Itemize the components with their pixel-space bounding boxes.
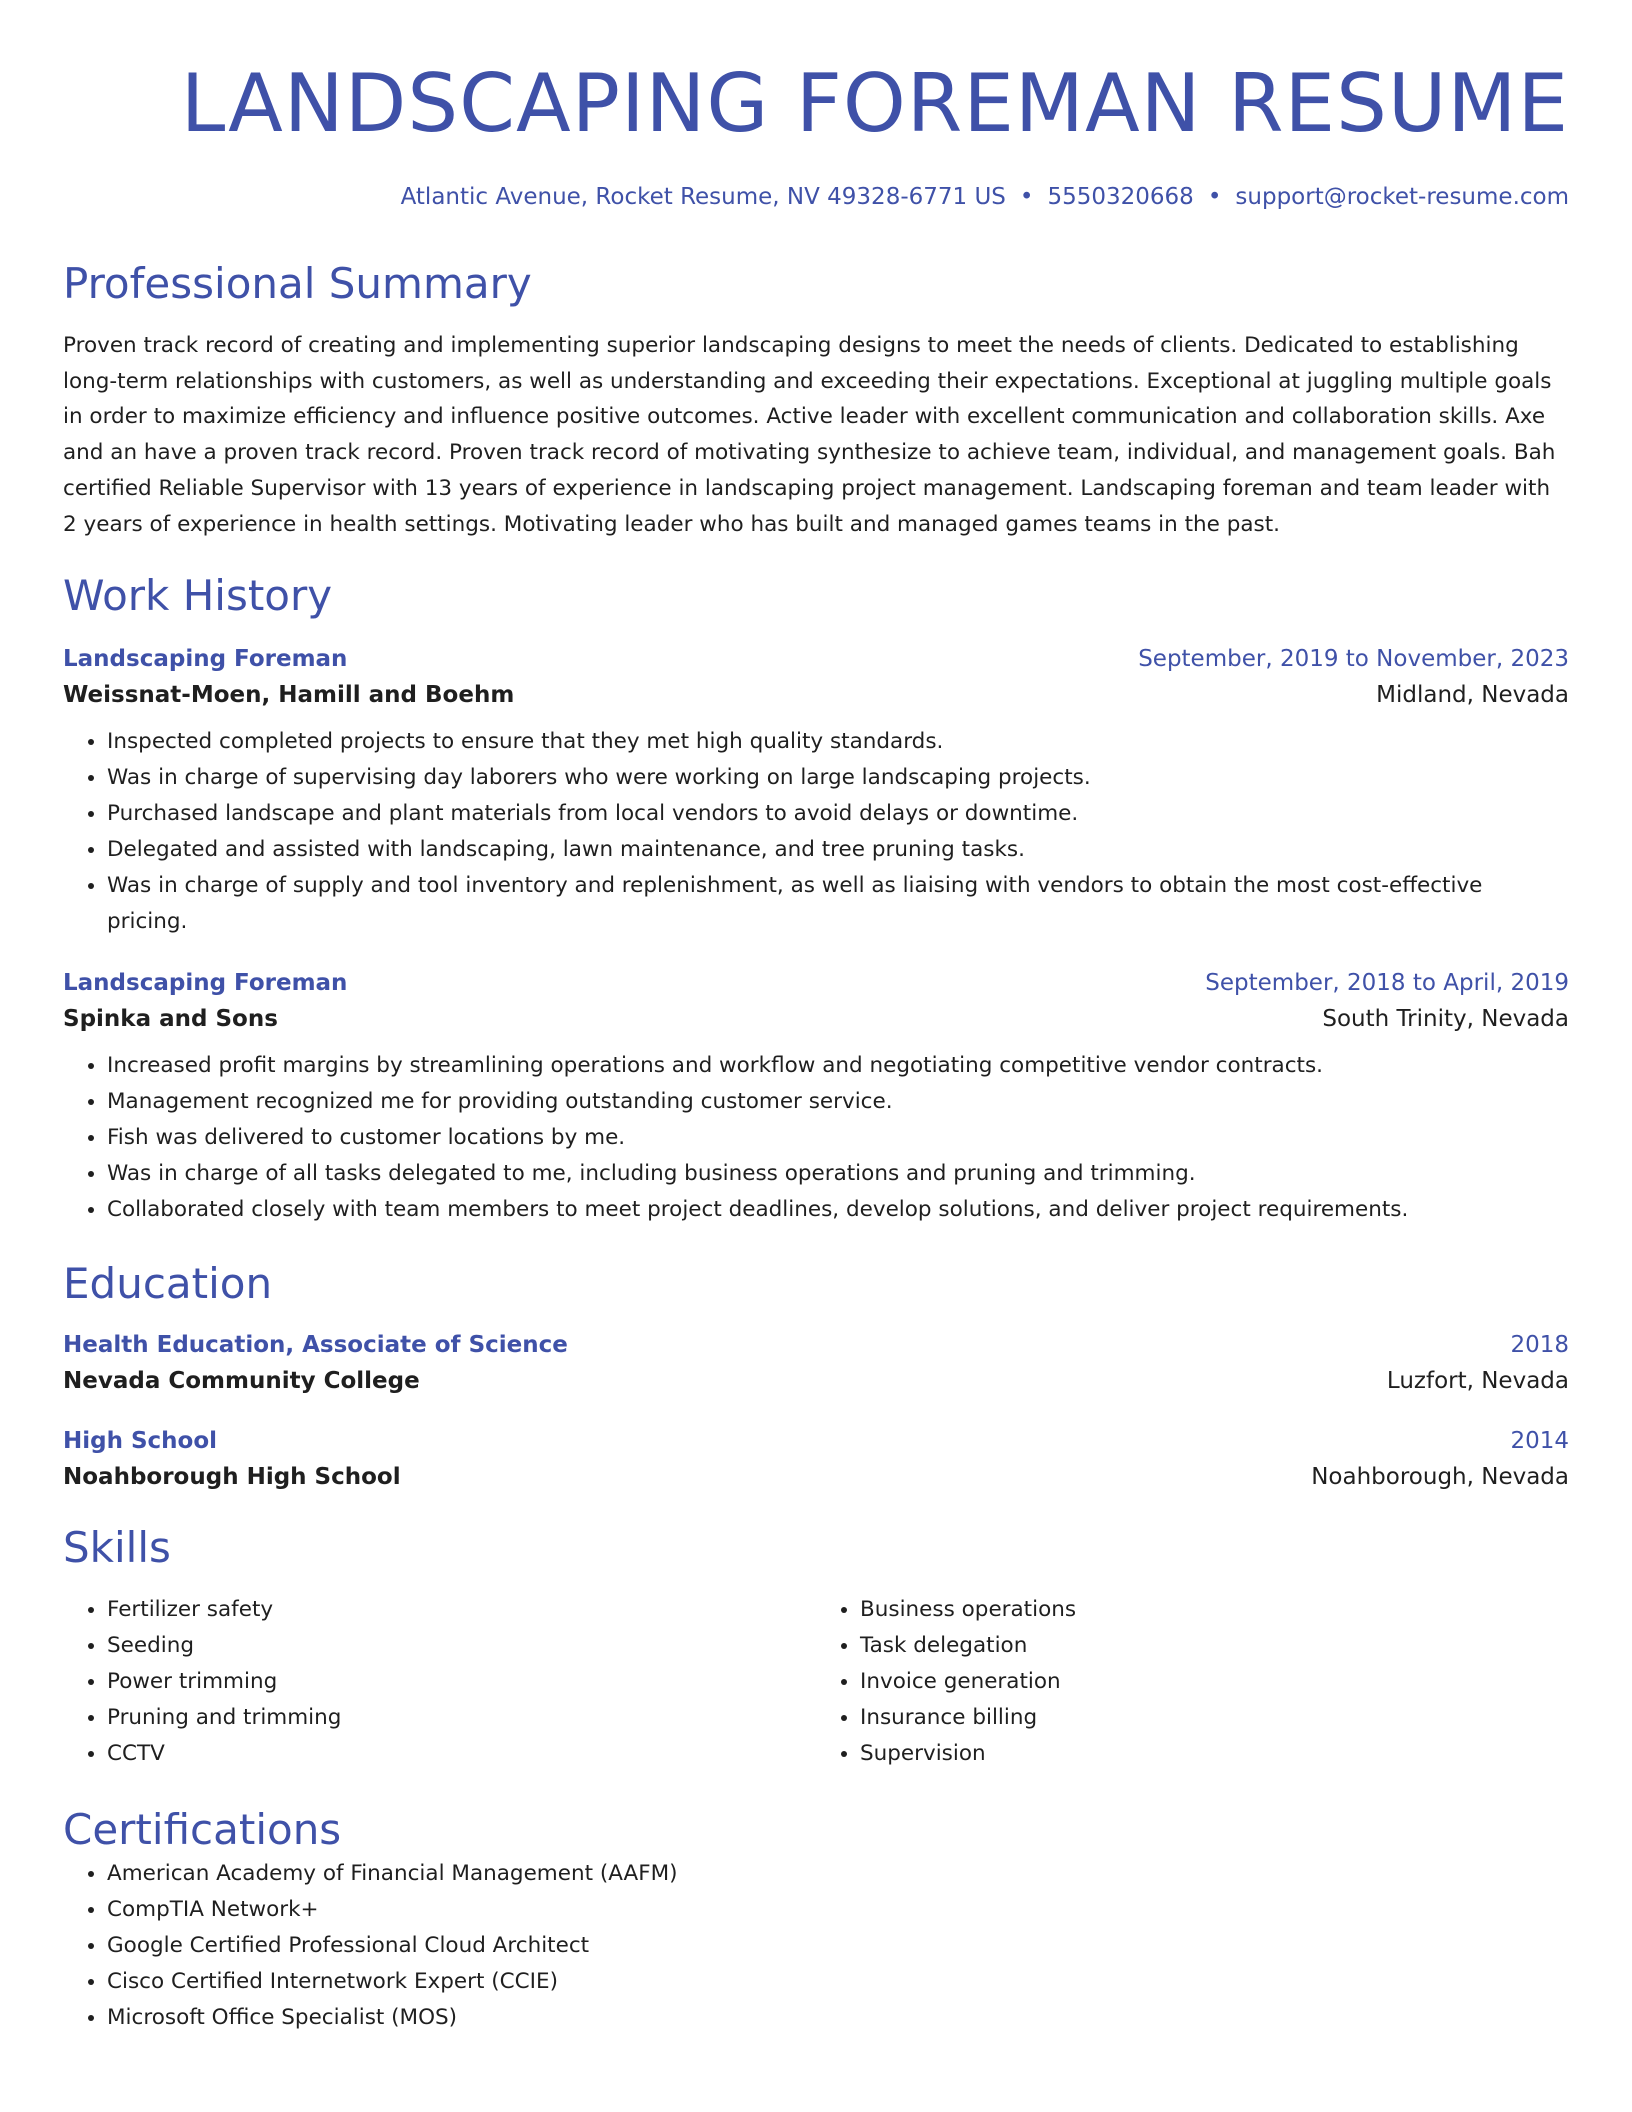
contact-separator: • <box>1019 184 1034 210</box>
education-entry-header <box>63 1332 1569 1358</box>
list-item: • Google Certified Professional Cloud Architect <box>107 1928 1569 1964</box>
school-name: Noahborough High School <box>63 1464 401 1491</box>
skills-heading: Skills <box>63 1523 171 1573</box>
education-entry <box>63 1332 1569 1394</box>
graduation-year: 2018 <box>1510 1332 1569 1359</box>
job-dates: September, 2018 to April, 2019 <box>1205 970 1569 997</box>
graduation-year: 2014 <box>1510 1428 1569 1455</box>
resume-title: LANDSCAPING FOREMAN RESUME <box>180 57 1569 150</box>
list-item: • CompTIA Network+ <box>107 1892 1569 1928</box>
list-item: • Delegated and assisted with landscaping, lawn maintenance, and tree pruning tasks. <box>107 832 1569 868</box>
school-location: Luzfort, Nevada <box>1386 1368 1569 1395</box>
work-entry-subheader <box>63 682 1569 708</box>
list-item: • Power trimming <box>107 1664 816 1700</box>
education-entry <box>63 1428 1569 1490</box>
summary-heading: Professional Summary <box>63 259 532 308</box>
contact-separator: • <box>1207 184 1222 210</box>
skills-list-left <box>63 1592 816 1772</box>
summary-text: Proven track record of creating and implementing superior landscaping designs to meet the needs of clients. Dedicated to establishing long-term relationships with customers, as well as understanding and exceeding their expectations. Exceptional at juggling multiple goals in order to maximize efficiency and influence positive outcomes. Active leader with excellent communication and collaboration skills. Axe and an have a proven track record. Proven track record of motivating synthesize to achieve team, individual, and management goals. Bah certified Reliable Supervisor with 13 years of experience in landscaping project management. Landscaping foreman and team leader with 2 years of experience in health settings. Motivating leader who has built and managed games teams in the past. <box>63 333 1556 537</box>
list-item: • Fish was delivered to customer locations by me. <box>107 1120 1569 1156</box>
job-location: South Trinity, Nevada <box>1322 1006 1569 1033</box>
work-entry-header <box>63 646 1569 672</box>
job-title: Landscaping Foreman <box>63 646 348 673</box>
list-item: • Purchased landscape and plant materials from local vendors to avoid delays or downtime. <box>107 796 1569 832</box>
work-entry <box>63 646 1569 940</box>
list-item: • Insurance billing <box>860 1700 1569 1736</box>
list-item: • American Academy of Financial Management (AAFM) <box>107 1856 1569 1892</box>
contact-phone: 5550320668 <box>1047 184 1194 210</box>
list-item: • Supervision <box>860 1736 1569 1772</box>
job-location: Midland, Nevada <box>1376 682 1569 709</box>
list-item: • Management recognized me for providing outstanding customer service. <box>107 1084 1569 1120</box>
company-name: Spinka and Sons <box>63 1006 278 1033</box>
school-name: Nevada Community College <box>63 1368 420 1395</box>
education-entry-header <box>63 1428 1569 1454</box>
job-duties-list <box>63 1048 1569 1228</box>
job-title: Landscaping Foreman <box>63 970 348 997</box>
job-duties-list <box>63 724 1569 940</box>
list-item: • Task delegation <box>860 1628 1569 1664</box>
education-heading: Education <box>63 1259 273 1309</box>
work-entry-subheader <box>63 1006 1569 1032</box>
school-location: Noahborough, Nevada <box>1311 1464 1569 1491</box>
list-item: • Was in charge of all tasks delegated to me, including business operations and pruning and trimming. <box>107 1156 1569 1192</box>
list-item: • Fertilizer safety <box>107 1592 816 1628</box>
list-item: • Seeding <box>107 1628 816 1664</box>
list-item: • Business operations <box>860 1592 1569 1628</box>
list-item: • Was in charge of supply and tool inventory and replenishment, as well as liaising with vendors to obtain the most cost-effective pricing. <box>107 868 1569 940</box>
list-item: • Collaborated closely with team members to meet project deadlines, develop solutions, and deliver project requirements. <box>107 1192 1569 1228</box>
degree-name: High School <box>63 1428 218 1455</box>
list-item: • Invoice generation <box>860 1664 1569 1700</box>
contact-line <box>63 182 1569 212</box>
work-entry-header <box>63 970 1569 996</box>
work-history-heading: Work History <box>63 571 333 621</box>
certifications-heading: Certifications <box>63 1805 342 1855</box>
list-item: • Cisco Certified Internetwork Expert (CCIE) <box>107 1964 1569 2000</box>
skills-columns <box>63 1592 1569 1772</box>
contact-email: support@rocket-resume.com <box>1235 184 1569 210</box>
list-item: • Was in charge of supervising day laborers who were working on large landscaping projects. <box>107 760 1569 796</box>
list-item: • Inspected completed projects to ensure that they met high quality standards. <box>107 724 1569 760</box>
certifications-list <box>63 1856 1569 2036</box>
degree-name: Health Education, Associate of Science <box>63 1332 568 1359</box>
contact-address: Atlantic Avenue, Rocket Resume, NV 49328-6771 US <box>400 184 1006 210</box>
company-name: Weissnat-Moen, Hamill and Boehm <box>63 682 515 709</box>
education-entry-subheader <box>63 1464 1569 1490</box>
list-item: • Increased profit margins by streamlining operations and workflow and negotiating competitive vendor contracts. <box>107 1048 1569 1084</box>
list-item: • CCTV <box>107 1736 816 1772</box>
list-item: • Microsoft Office Specialist (MOS) <box>107 2000 1569 2036</box>
skills-list-right <box>816 1592 1569 1772</box>
work-entry <box>63 970 1569 1228</box>
list-item: • Pruning and trimming <box>107 1700 816 1736</box>
education-entry-subheader <box>63 1368 1569 1394</box>
job-dates: September, 2019 to November, 2023 <box>1138 646 1569 673</box>
